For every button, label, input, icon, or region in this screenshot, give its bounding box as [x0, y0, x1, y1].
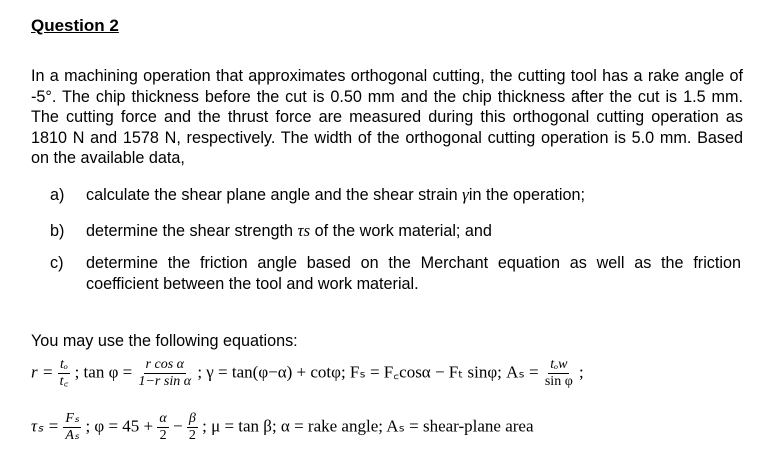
- item-text-part: calculate the shear plane angle and the shear strain: [86, 186, 463, 204]
- fraction: [58, 358, 71, 389]
- item-text: determine the friction angle based on the Merchant equation as well as the friction coefficient between the tool and work material.: [86, 254, 741, 293]
- eq-text: r =: [31, 362, 54, 382]
- eq-num: tₒw: [550, 357, 568, 372]
- question-title: Question 2: [31, 16, 119, 35]
- equation-line-1: [31, 358, 584, 389]
- eq-text: ;: [579, 362, 584, 382]
- fraction: [63, 412, 81, 443]
- eq-text: ; tan φ =: [74, 362, 133, 382]
- item-label: a): [50, 186, 65, 204]
- item-text: [86, 185, 741, 206]
- fraction: [136, 358, 193, 389]
- fraction: [157, 412, 168, 443]
- eq-num: tₒ: [60, 357, 68, 372]
- fraction: [543, 358, 575, 389]
- gamma-symbol: γ: [462, 185, 469, 204]
- eq-den: 2: [159, 428, 167, 443]
- list-item-c: [50, 253, 741, 293]
- list-item-b: [50, 221, 740, 242]
- list-item-a: [50, 185, 740, 206]
- item-text-part: determine the shear strength: [86, 222, 298, 240]
- fraction: [187, 412, 198, 443]
- item-text: [86, 221, 741, 242]
- tau-s-symbol: τs: [297, 221, 311, 240]
- eq-den: t꜀: [59, 374, 69, 389]
- equation-line-2: [31, 412, 534, 443]
- eq-den: 2: [188, 428, 196, 443]
- item-text-part: in the operation;: [468, 186, 585, 204]
- eq-text: ; γ = tan(φ−α) + cotφ; Fₛ = F꜀cosα − Fₜ sinφ; Aₛ =: [197, 362, 539, 382]
- eq-den: sin φ: [544, 374, 573, 389]
- eq-text: τₛ =: [31, 416, 60, 436]
- eq-den: Aₛ: [65, 428, 80, 443]
- eq-den: 1−r sin α: [138, 374, 192, 389]
- problem-paragraph: In a machining operation that approximates orthogonal cutting, the cutting tool has a rake angle of -5°. The chip thickness before the cut is 0.50 mm and the chip thickness after the cut is 1.5 mm. The cutting force and the thrust force are measured during this orthogonal cutting operation as 1810 N and 1578 N, respectively. The width of the orthogonal cutting operation is 5.0 mm. Based on the available data,: [31, 67, 743, 168]
- equations-intro: You may use the following equations:: [31, 332, 298, 350]
- eq-text: ; μ = tan β; α = rake angle; Aₛ = shear-plane area: [202, 416, 534, 436]
- eq-num: r cos α: [145, 357, 184, 372]
- eq-num: Fₛ: [65, 411, 80, 426]
- eq-text: ; φ = 45 +: [85, 416, 154, 436]
- eq-num: β: [188, 411, 196, 426]
- eq-text: −: [173, 416, 183, 436]
- eq-num: α: [159, 411, 167, 426]
- item-label: b): [50, 222, 65, 240]
- item-text-part: of the work material; and: [310, 222, 492, 240]
- item-label: c): [50, 254, 64, 272]
